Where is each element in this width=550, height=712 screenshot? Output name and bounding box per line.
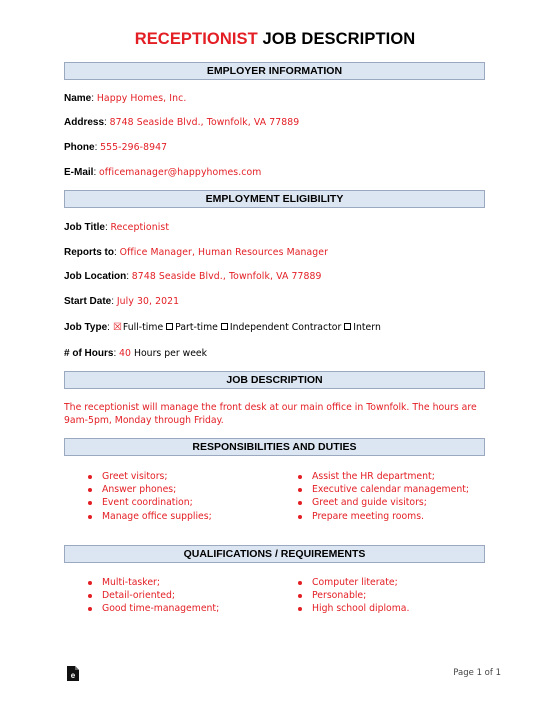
- responsibilities-right-list: [298, 471, 469, 524]
- list-item: [298, 511, 469, 524]
- list-item: [88, 511, 212, 524]
- intern-option: Intern: [353, 322, 381, 333]
- list-item-text: Personable;: [312, 590, 367, 602]
- bullet-icon: [88, 581, 92, 585]
- start-date-value: July 30, 2021: [116, 296, 180, 307]
- bullet-icon: [88, 607, 92, 611]
- independent-contractor-option: Independent Contractor: [229, 322, 342, 333]
- list-item-text: Assist the HR department;: [312, 471, 435, 482]
- list-item-text: Computer literate;: [312, 577, 398, 588]
- field-label: Job Location: [64, 271, 127, 282]
- qualifications-right-list: [298, 577, 409, 617]
- intern-checkbox[interactable]: [344, 323, 351, 330]
- page-number: Page 1 of 1: [453, 668, 501, 678]
- field-label: Start Date: [64, 296, 112, 307]
- list-item-text: Greet and guide visitors;: [312, 497, 427, 509]
- section-employment-eligibility: EMPLOYMENT ELIGIBILITY: [64, 190, 485, 208]
- job-title-value: Receptionist: [110, 222, 170, 233]
- list-item-text: Executive calendar management;: [312, 484, 470, 496]
- bullet-icon: [298, 475, 302, 479]
- job-location-field: Job Location: 8748 Seaside Blvd., Townfolk, VA 77889: [64, 271, 322, 282]
- list-item-text: Detail-oriented;: [102, 590, 176, 602]
- bullet-icon: [88, 475, 92, 479]
- list-item-text: Prepare meeting rooms.: [312, 510, 424, 522]
- independent-contractor-checkbox[interactable]: [221, 323, 228, 330]
- list-item: [298, 471, 469, 484]
- list-item-text: Manage office supplies;: [102, 510, 212, 522]
- list-item-text: High school diploma.: [312, 603, 410, 615]
- bullet-icon: [298, 607, 302, 611]
- bullet-icon: [298, 594, 302, 598]
- section-qualifications: QUALIFICATIONS / REQUIREMENTS: [64, 545, 485, 563]
- responsibilities-left-list: [88, 471, 212, 524]
- reports-to-field: Reports to: Office Manager, Human Resources Manager: [64, 247, 329, 258]
- list-item: [298, 484, 469, 497]
- section-job-description: JOB DESCRIPTION: [64, 371, 485, 389]
- list-item: [298, 577, 409, 590]
- full-time-checkbox-checked[interactable]: ☒: [112, 322, 122, 333]
- qualifications-left-list: [88, 577, 219, 617]
- list-item: [298, 603, 409, 616]
- list-item: [298, 590, 409, 603]
- list-item: [298, 497, 469, 510]
- job-description-text: The receptionist will manage the front desk at our main office in Townfolk. The hours are 9am-5pm, Monday through Friday.: [64, 402, 477, 426]
- list-item-text: Event coordination;: [102, 497, 193, 509]
- section-responsibilities: RESPONSIBILITIES AND DUTIES: [64, 438, 485, 456]
- bullet-icon: [88, 515, 92, 519]
- reports-to-value: Office Manager, Human Resources Manager: [119, 247, 329, 258]
- employer-address-field: Address: 8748 Seaside Blvd., Townfolk, VA 77889: [64, 117, 300, 128]
- hours-value: 40: [119, 348, 132, 359]
- section-employer-information: EMPLOYER INFORMATION: [64, 62, 485, 80]
- list-item-text: Greet visitors;: [102, 471, 168, 482]
- field-label: Phone: [64, 142, 95, 153]
- list-item: [88, 471, 212, 484]
- employer-phone-value: 555-296-8947: [100, 142, 168, 153]
- employer-address-value: 8748 Seaside Blvd., Townfolk, VA 77889: [109, 117, 300, 128]
- list-item-text: Multi-tasker;: [102, 577, 160, 588]
- list-item-text: Answer phones;: [102, 484, 177, 496]
- field-label: Job Title: [64, 222, 105, 233]
- bullet-icon: [298, 501, 302, 505]
- field-label: Address: [64, 117, 105, 128]
- part-time-option: Part-time: [175, 322, 218, 333]
- part-time-checkbox[interactable]: [166, 323, 173, 330]
- eforms-logo-icon: [66, 666, 79, 681]
- bullet-icon: [298, 488, 302, 492]
- employer-name-value: Happy Homes, Inc.: [96, 93, 187, 104]
- svg-text:e: e: [70, 671, 76, 680]
- field-label: E-Mail: [64, 167, 94, 178]
- bullet-icon: [88, 594, 92, 598]
- start-date-field: Start Date: July 30, 2021: [64, 296, 180, 307]
- title-rest: JOB DESCRIPTION: [257, 30, 416, 48]
- list-item: [88, 603, 219, 616]
- full-time-option: Full-time: [122, 322, 164, 333]
- bullet-icon: [88, 488, 92, 492]
- employer-phone-field: Phone: 555-296-8947: [64, 142, 168, 153]
- bullet-icon: [298, 581, 302, 585]
- field-label: Reports to: [64, 247, 114, 258]
- field-label: Name: [64, 93, 92, 104]
- field-label: # of Hours: [64, 348, 114, 359]
- job-location-value: 8748 Seaside Blvd., Townfolk, VA 77889: [131, 271, 322, 282]
- list-item: [88, 577, 219, 590]
- employer-email-field: E-Mail: officemanager@happyhomes.com: [64, 167, 262, 178]
- list-item: [88, 590, 219, 603]
- job-type-field: Job Type: ☒Full-time Part-time Independent Contractor Intern: [64, 322, 381, 333]
- page-title: [0, 30, 550, 49]
- bullet-icon: [298, 515, 302, 519]
- list-item: [88, 484, 212, 497]
- field-label: Job Type: [64, 322, 108, 333]
- list-item: [88, 497, 212, 510]
- job-title-field: Job Title: Receptionist: [64, 222, 170, 233]
- title-highlight: RECEPTIONIST: [134, 30, 258, 48]
- employer-name-field: Name: Happy Homes, Inc.: [64, 93, 187, 104]
- list-item-text: Good time-management;: [102, 603, 220, 615]
- bullet-icon: [88, 501, 92, 505]
- employer-email-value: officemanager@happyhomes.com: [99, 167, 262, 178]
- hours-unit: Hours per week: [131, 348, 208, 359]
- hours-field: # of Hours: 40 Hours per week: [64, 348, 208, 359]
